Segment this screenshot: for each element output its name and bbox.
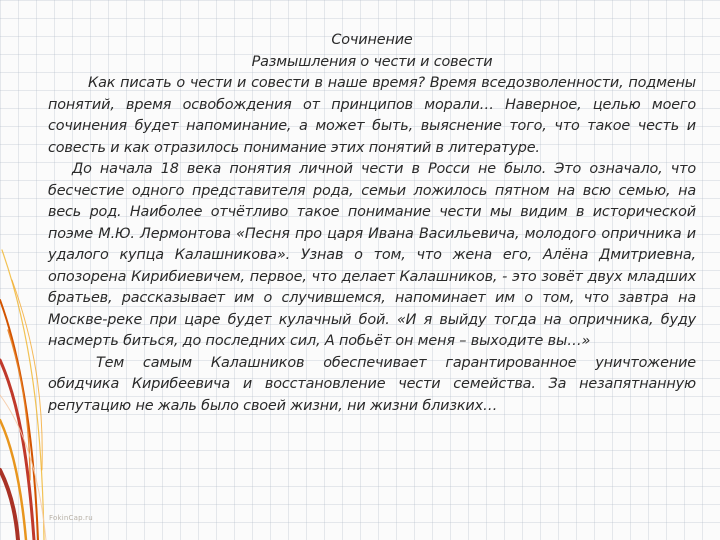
essay-subheading: Размышления о чести и совести	[251, 53, 493, 70]
essay-paragraph-2: До начала 18 века понятия личной чести в Росси не было. Это означало, что бесчестие одного представителя рода, семьи ложилось пятном на всю семью, на весь род. Наиболее отчётливо такое понимание чести мы видим в исторической поэме М.Ю. Лермонтова «Песня про царя Ивана Васильевича, молодого опричника и удалого купца Калашникова». Узнав о том, что жена его, Алёна Дмитриевна, опозорена Кирибиевичем, первое, что делает Калашников, - это зовёт двух младших братьев, рассказывает им о случившемся, напоминает им о том, что завтра на Москве-реке при царе будет кулачный бой. «И я выйду тогда на опричника, буду насмерть биться, до последних сил, А побьёт он меня – выходите вы…»	[48, 161, 696, 349]
essay-paragraph-1: Как писать о чести и совести в наше время? Время вседозволенности, подмены понятий, время освобождения от принципов морали… Наверное, целью моего сочинения будет напоминание, а может быть, выяснение того, что такое честь и совесть и как отразилось понимание этих понятий в литературе.	[48, 75, 696, 156]
site-watermark: FokinCap.ru	[49, 514, 93, 522]
essay-document	[48, 30, 696, 417]
essay-paragraph-3: Тем самым Калашников обеспечивает гарантированное уничтожение обидчика Кирибеевича и восстановление чести семейства. За незапятнанную репутацию не жаль было своей жизни, ни жизни близких…	[48, 354, 696, 414]
essay-heading: Сочинение	[331, 32, 413, 48]
